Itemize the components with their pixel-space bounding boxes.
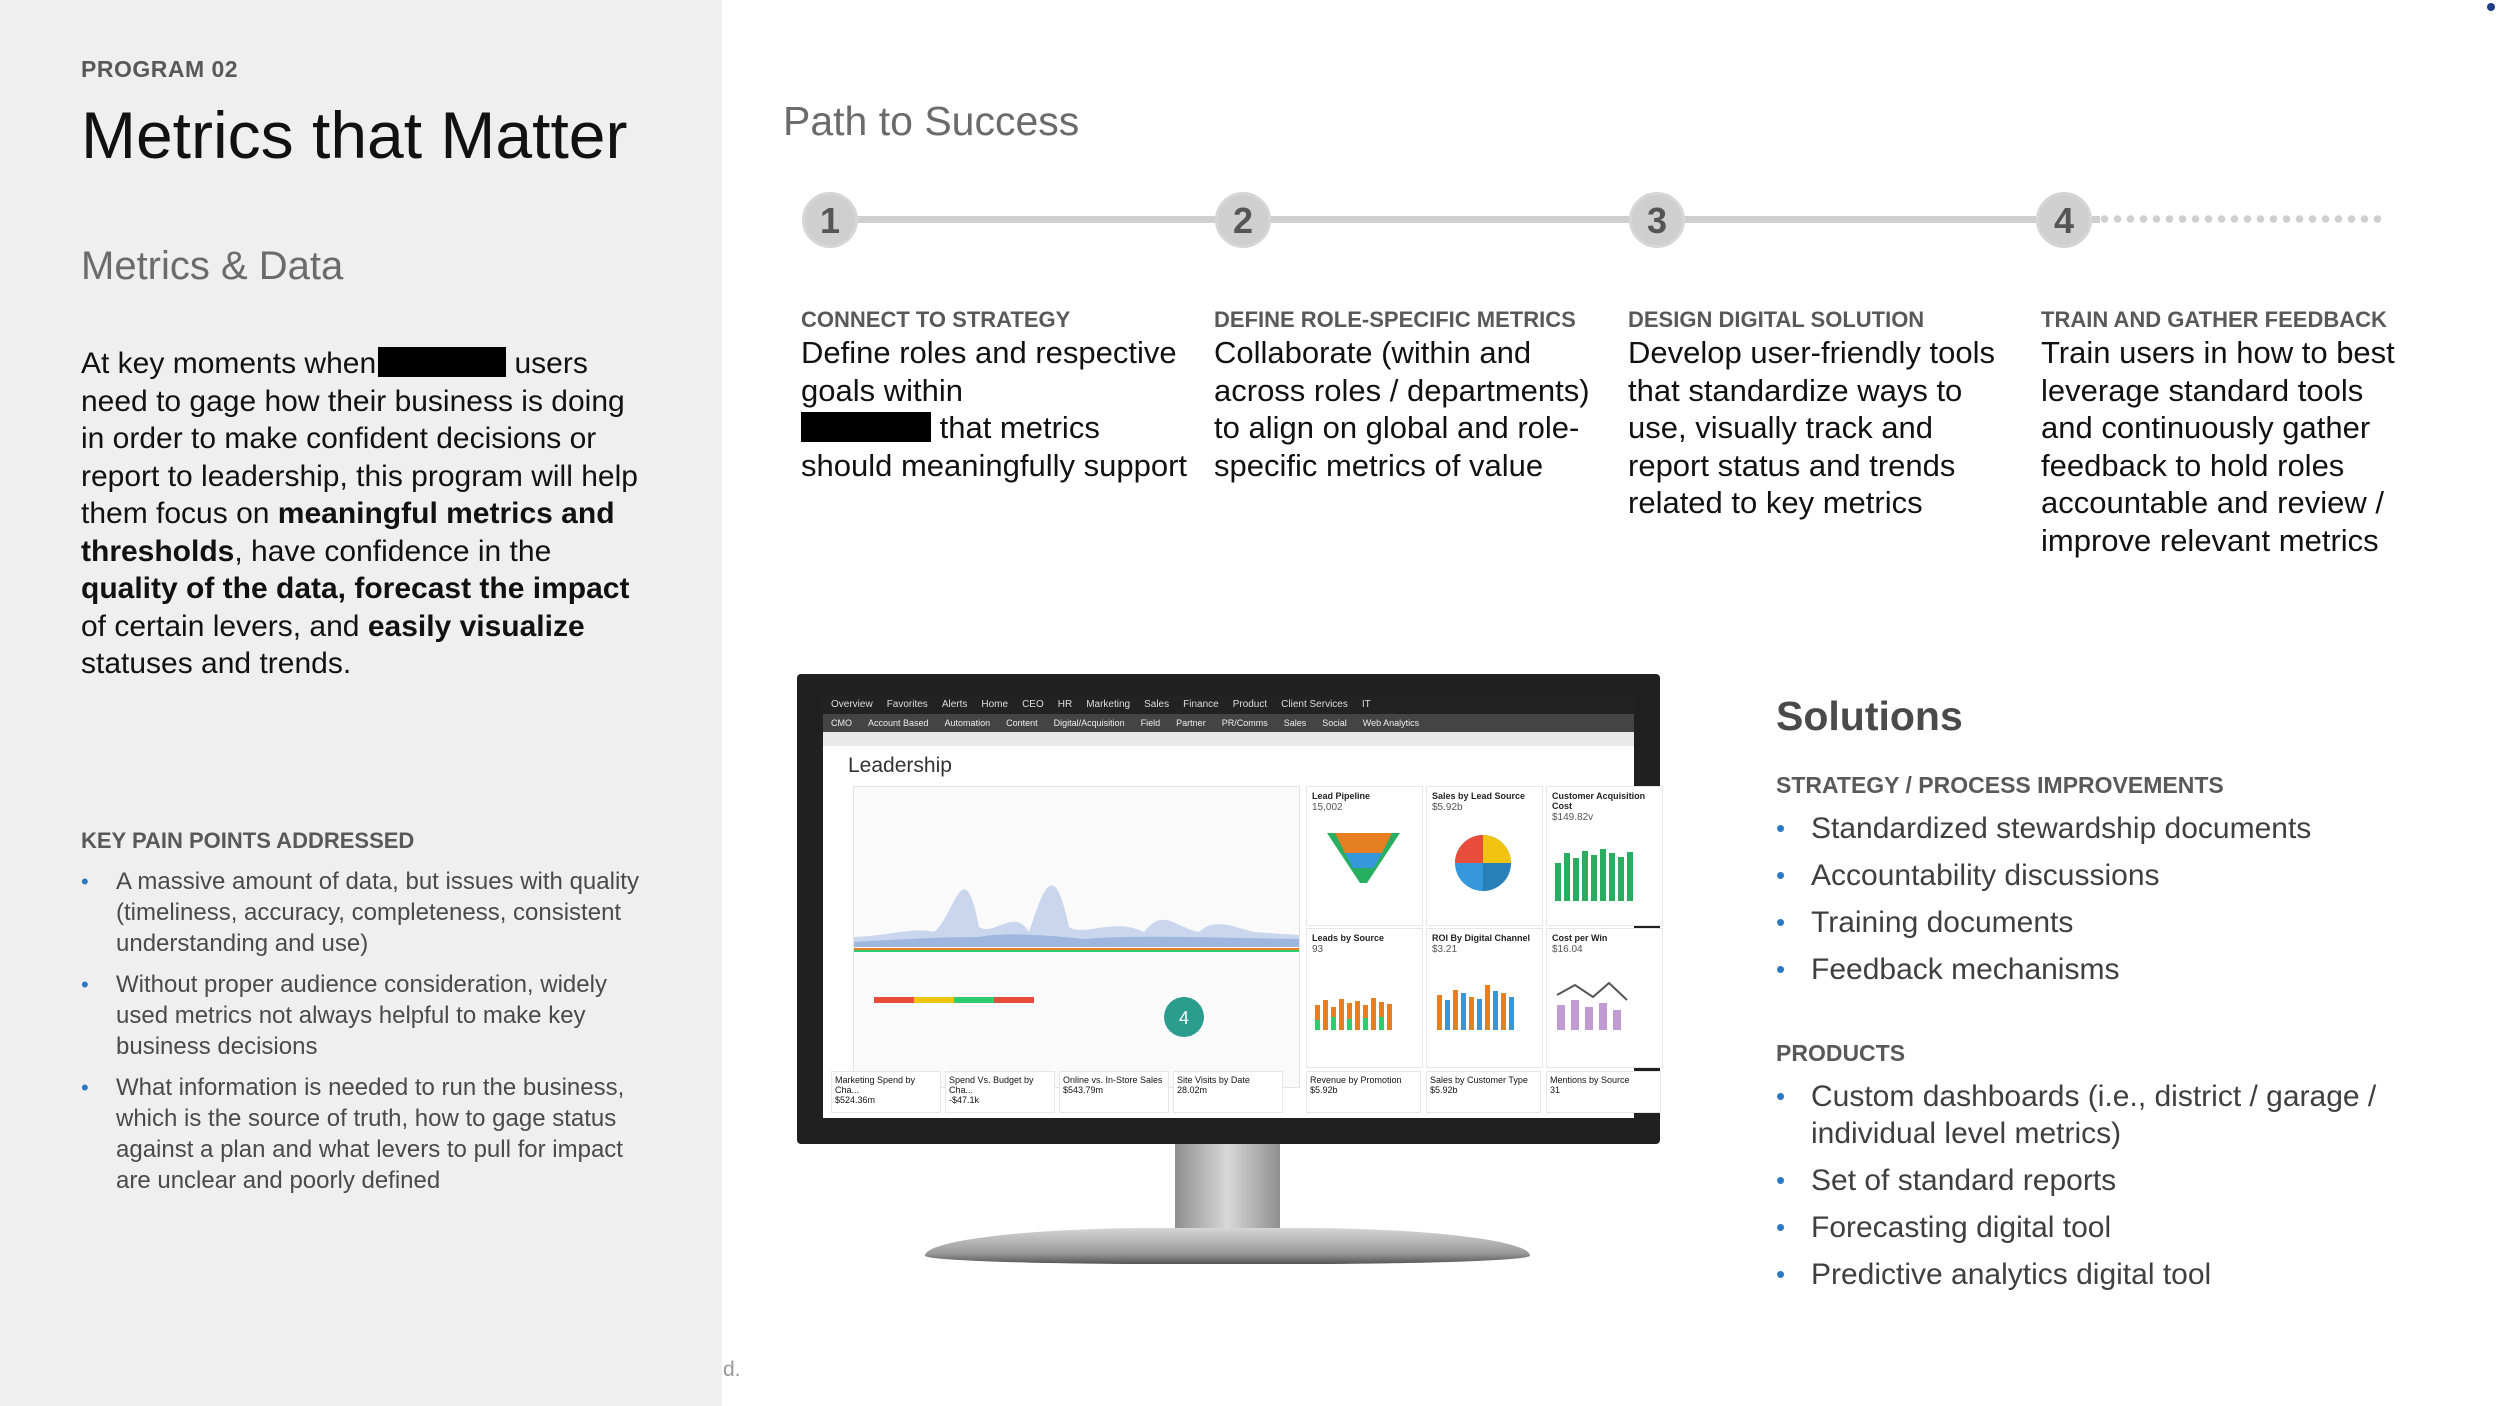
pain-point-text: A massive amount of data, but issues with quality (timeliness, accuracy, completeness, consistent understanding and use) — [116, 868, 639, 957]
dashboard-tile — [1546, 786, 1663, 926]
step-body: Train users in how to best leverage standard tools and continuously gather feedback to hold roles accountable and review / improve relevant metrics — [2041, 335, 2395, 558]
metric-title: Online vs. In-Store Sales — [1063, 1075, 1163, 1085]
tile-title: Lead Pipeline — [1312, 791, 1371, 801]
bullet-icon: • — [1776, 907, 1786, 937]
metric-value: 28.02m — [1177, 1085, 1208, 1095]
dashboard-nav-item: CEO — [1022, 699, 1044, 710]
line-bar-graphic — [1547, 955, 1660, 1045]
dashboard-subnav-item: Sales — [1283, 718, 1307, 728]
program-subtitle: Metrics & Data — [81, 244, 344, 288]
product-text: Predictive analytics digital tool — [1811, 1258, 2212, 1291]
bullet-icon: • — [81, 1075, 89, 1100]
bullet-icon: • — [1776, 1165, 1786, 1195]
tile-value: $3.21 — [1432, 944, 1458, 955]
dashboard-subnav-item: Field — [1140, 718, 1161, 728]
tile-title: Sales by Lead Source — [1432, 791, 1526, 801]
pain-point-item — [81, 969, 656, 1062]
product-item — [1776, 1162, 2386, 1199]
redaction-bar — [378, 347, 506, 377]
bullet-icon: • — [81, 972, 89, 997]
products-heading: PRODUCTS — [1776, 1040, 1906, 1066]
step-2 — [1214, 306, 1604, 484]
dashboard-nav-item: Client Services — [1281, 699, 1348, 710]
monitor-image — [797, 674, 1660, 1144]
bottom-metric — [1426, 1071, 1541, 1113]
redaction-bar — [801, 412, 931, 442]
pain-points-list — [81, 866, 656, 1206]
dashboard-subnav-item: CMO — [831, 718, 852, 728]
product-text: Set of standard reports — [1811, 1164, 2117, 1197]
tile-value: 93 — [1312, 944, 1324, 955]
tile-value: $16.04 — [1552, 944, 1583, 955]
dashboard-subnav-item: Social — [1322, 718, 1347, 728]
metric-value: $5.92b — [1310, 1085, 1338, 1095]
dashboard-tile — [1306, 928, 1423, 1068]
monitor-stand-base — [925, 1228, 1530, 1264]
path-title: Path to Success — [783, 98, 1080, 144]
bottom-metric — [1173, 1071, 1283, 1113]
dashboard-subnav-item: PR/Comms — [1221, 718, 1268, 728]
dashboard-heading: Leadership — [848, 754, 952, 777]
dashboard-tile — [1426, 786, 1543, 926]
strategy-item — [1776, 904, 2416, 941]
metric-title: Sales by Customer Type — [1430, 1075, 1528, 1085]
product-item — [1776, 1256, 2386, 1293]
pain-point-item — [81, 1072, 656, 1196]
area-chart-graphic — [854, 787, 1299, 1087]
monitor-stand-neck — [1175, 1144, 1280, 1232]
dashboard-nav-item: Alerts — [941, 699, 968, 710]
tile-value: 15,002 — [1312, 802, 1343, 813]
dashboard-nav-item: Finance — [1183, 699, 1219, 710]
intro-text: of certain levers, and — [81, 609, 368, 643]
tile-value: $5.92b — [1432, 802, 1463, 813]
dashboard-main-chart — [853, 786, 1300, 1088]
program-title: Metrics that Matter — [81, 98, 628, 172]
metric-title: Spend Vs. Budget by Cha... — [949, 1075, 1034, 1095]
dashboard-band — [823, 732, 1634, 746]
funnel-graphic — [1307, 813, 1420, 903]
metric-title: Revenue by Promotion — [1310, 1075, 1402, 1085]
dashboard-nav-item: Sales — [1144, 699, 1170, 710]
step-2-circle: 2 — [1215, 192, 1271, 248]
dashboard-subnav-item: Digital/Acquisition — [1053, 718, 1125, 728]
dashboard-subnav-item: Automation — [944, 718, 991, 728]
bottom-metric — [945, 1071, 1055, 1113]
step-body-text: Define roles and respective goals within — [801, 335, 1177, 408]
tile-title: Cost per Win — [1552, 933, 1608, 943]
metric-value: $524.36m — [835, 1095, 876, 1105]
bullet-icon: • — [1776, 860, 1786, 890]
dashboard-nav-item: IT — [1361, 699, 1371, 710]
strategy-text: Standardized stewardship documents — [1811, 812, 2312, 845]
step-heading: CONNECT TO STRATEGY — [801, 307, 1071, 332]
step-heading: TRAIN AND GATHER FEEDBACK — [2041, 307, 2387, 332]
dashboard-nav-item: Favorites — [886, 699, 928, 710]
intro-text: statuses and trends. — [81, 647, 352, 680]
dashboard-nav-item: Marketing — [1086, 699, 1131, 710]
intro-bold: quality of the data, forecast the impact — [81, 572, 630, 605]
footnote: d. — [723, 1358, 741, 1381]
strategy-list — [1776, 810, 2416, 998]
dashboard-tile — [1426, 928, 1543, 1068]
bullet-icon: • — [1776, 1081, 1786, 1111]
bar-graphic — [1547, 823, 1660, 913]
metric-title: Mentions by Source — [1550, 1075, 1630, 1085]
tile-title: Customer Acquisition Cost — [1552, 791, 1646, 811]
dashboard-subnav-item: Partner — [1176, 718, 1206, 728]
dashboard-tile — [1306, 786, 1423, 926]
bottom-metric — [831, 1071, 941, 1113]
intro-text: , have confidence in the — [234, 534, 552, 568]
step-4-circle: 4 — [2036, 192, 2092, 248]
timeline-dotted-line — [2098, 214, 2382, 224]
dashboard-nav-item: Home — [981, 699, 1009, 710]
program-label: PROGRAM 02 — [81, 56, 239, 82]
corner-dot — [2487, 3, 2495, 11]
strategy-item — [1776, 857, 2416, 894]
dashboard-nav-item: Product — [1232, 699, 1268, 710]
strategy-item — [1776, 951, 2416, 988]
bullet-icon: • — [1776, 954, 1786, 984]
step-3-circle: 3 — [1629, 192, 1685, 248]
timeline-line — [830, 216, 2100, 223]
step-1 — [801, 306, 1191, 484]
stacked-bar-graphic — [1307, 955, 1420, 1045]
strategy-text: Feedback mechanisms — [1811, 953, 2120, 986]
dashboard-subnav-item: Account Based — [868, 718, 929, 728]
products-list — [1776, 1078, 2386, 1303]
intro-text: At key moments when — [81, 347, 377, 380]
strategy-item — [1776, 810, 2416, 847]
metric-value: $5.92b — [1430, 1085, 1458, 1095]
step-heading: DEFINE ROLE-SPECIFIC METRICS — [1214, 307, 1576, 332]
step-4 — [2041, 306, 2406, 559]
metric-value: $543.79m — [1063, 1085, 1104, 1095]
dashboard-screen — [823, 696, 1646, 1118]
product-item — [1776, 1078, 2386, 1152]
product-text: Custom dashboards (i.e., district / garage / individual level metrics) — [1811, 1080, 2377, 1150]
metric-value: -$47.1k — [949, 1095, 980, 1105]
bottom-metric — [1059, 1071, 1169, 1113]
step-body: Collaborate (within and across roles / departments) to align on global and role-specific metrics of value — [1214, 335, 1590, 483]
bullet-icon: • — [1776, 813, 1786, 843]
dashboard-tile — [1546, 928, 1663, 1068]
tile-title: Leads by Source — [1312, 933, 1385, 943]
step-heading: DESIGN DIGITAL SOLUTION — [1628, 307, 1925, 332]
product-text: Forecasting digital tool — [1811, 1211, 2112, 1244]
step-1-circle: 1 — [802, 192, 858, 248]
dashboard-subnav-item: Web Analytics — [1362, 718, 1420, 728]
strategy-heading: STRATEGY / PROCESS IMPROVEMENTS — [1776, 772, 2224, 798]
bottom-metric — [1546, 1071, 1661, 1113]
intro-bold: meaningful metrics and thresholds — [81, 497, 615, 568]
dashboard-nav-item: Overview — [831, 699, 873, 710]
intro-bold: easily visualize — [367, 609, 585, 643]
step-body — [801, 334, 1191, 484]
bullet-icon: • — [81, 869, 89, 894]
dashboard-nav — [823, 696, 1634, 714]
pain-point-item — [81, 866, 656, 959]
pain-points-heading: KEY PAIN POINTS ADDRESSED — [81, 828, 415, 853]
tile-value: $149.82v — [1552, 812, 1594, 823]
product-item — [1776, 1209, 2386, 1246]
tile-title: ROI By Digital Channel — [1432, 933, 1531, 943]
bottom-metric — [1306, 1071, 1421, 1113]
strategy-text: Accountability discussions — [1811, 859, 2160, 892]
gauge-number: 4 — [1178, 1008, 1190, 1028]
step-body: Develop user-friendly tools that standardize ways to use, visually track and report status and trends related to key metrics — [1628, 335, 1996, 520]
strategy-text: Training documents — [1811, 906, 2074, 939]
bar-graphic — [1427, 955, 1540, 1045]
step-3 — [1628, 306, 2018, 522]
metric-title: Site Visits by Date — [1177, 1075, 1250, 1085]
bullet-icon: • — [1776, 1212, 1786, 1242]
intro-text: users need to gage how their business is doing in order to make confident decisions or report to leadership, this program will help them focus on — [81, 347, 638, 530]
intro-paragraph — [81, 345, 653, 683]
metric-value: 31 — [1550, 1085, 1561, 1095]
dashboard-nav-item: HR — [1057, 699, 1073, 710]
dashboard-subnav — [823, 714, 1634, 732]
pie-graphic — [1427, 813, 1540, 903]
dashboard-subnav-item: Content — [1006, 718, 1038, 728]
bullet-icon: • — [1776, 1259, 1786, 1289]
solutions-title: Solutions — [1776, 693, 1963, 739]
pain-point-text: Without proper audience consideration, widely used metrics not always helpful to make key business decisions — [116, 971, 607, 1060]
step-body-text: that metrics should meaningfully support — [801, 410, 1188, 483]
pain-point-text: What information is needed to run the business, which is the source of truth, how to gage status against a plan and what levers to pull for impact are unclear and poorly defined — [116, 1074, 625, 1194]
metric-title: Marketing Spend by Cha... — [835, 1075, 916, 1095]
